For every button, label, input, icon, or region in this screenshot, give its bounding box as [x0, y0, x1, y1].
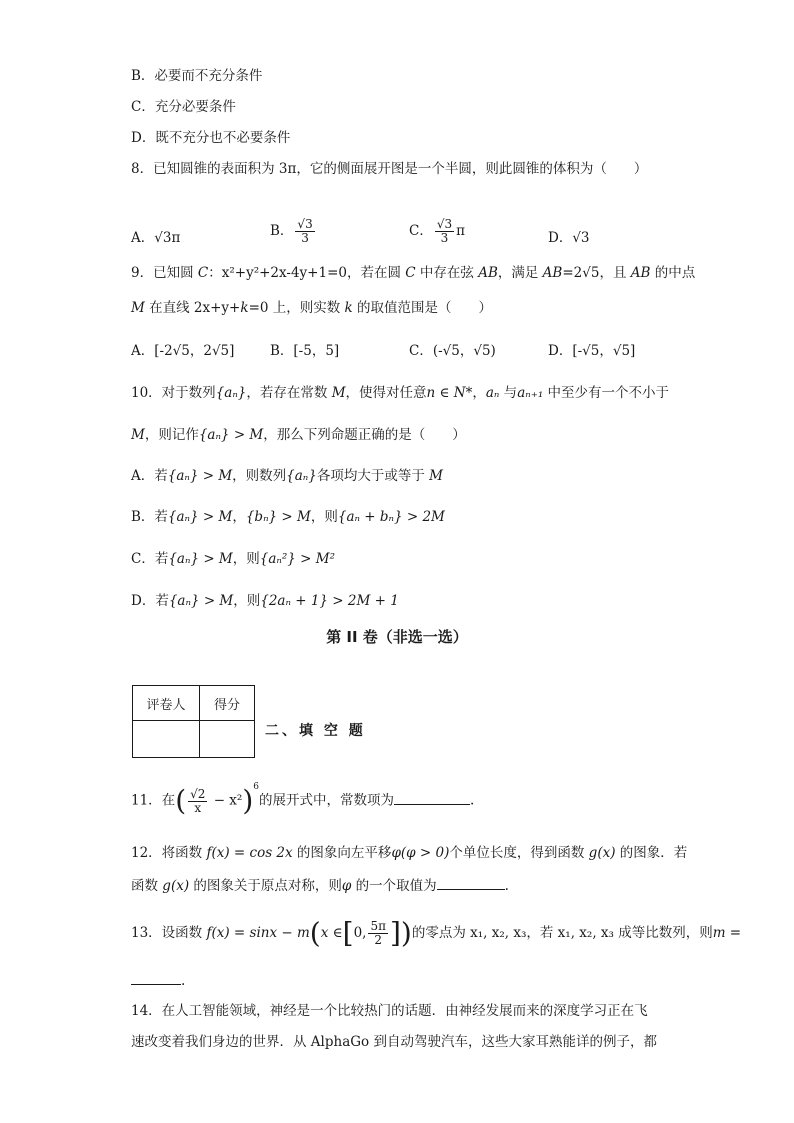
q10-expr: {aₙ} > M: [168, 551, 233, 567]
q9-var-c: C: [197, 265, 209, 281]
q13-text: 13．设函数: [131, 925, 207, 941]
q11-denominator: x: [194, 800, 202, 815]
q13-line2: [131, 970, 185, 991]
q8-option-d: [548, 228, 590, 248]
q10-text: 各项均大于或等于: [316, 468, 430, 484]
score-table-grader-cell[interactable]: [133, 721, 200, 758]
q11-answer-blank[interactable]: [394, 790, 470, 805]
q12-function-g: g(x): [162, 878, 190, 894]
q8-option-a: [131, 228, 180, 248]
q10-expr: {bₙ} > M: [245, 509, 311, 525]
q7-option-c: C．充分必要条件: [131, 99, 236, 115]
q10-expr: {aₙ + bₙ} > 2M: [337, 509, 445, 525]
score-table-score-cell[interactable]: [200, 721, 255, 758]
q8-option-c-pi: π: [456, 223, 465, 239]
q9-option-d: D．[-√5，√5]: [548, 343, 636, 359]
q12-text: 的一个取值为: [351, 878, 437, 894]
q13-domain: x ∈: [320, 925, 343, 941]
q10-seq: {aₙ}: [215, 385, 247, 401]
q9-line2: [131, 298, 492, 318]
q12-text: 个单位长度，得到函数: [449, 845, 589, 861]
q10-option-c: [131, 549, 335, 569]
q8-option-a-value: √3π: [154, 230, 181, 246]
q10-text: ，使得对任意: [345, 385, 427, 401]
q13-left-paren: (: [309, 916, 321, 950]
q13-text: 的零点为 x₁, x₂, x₃，若 x₁, x₂, x₃ 成等比数列，则: [411, 925, 713, 941]
q9-var-k: k: [240, 300, 249, 316]
q8-option-b-denominator: 3: [301, 231, 309, 245]
q10-seq: {aₙ}: [286, 468, 317, 484]
q10-expr: {aₙ} > M: [168, 593, 234, 609]
q9-text: 在直线 2x+y+: [144, 300, 241, 316]
q11-minus-term: − x²: [209, 792, 243, 809]
q8-option-c-label: C．: [409, 223, 433, 239]
score-table-score-header: 得分: [200, 686, 255, 721]
q10-text: C．若: [131, 551, 169, 567]
q9-text: =2: [562, 265, 583, 281]
q12-text: 的图象．若: [615, 845, 688, 861]
q11-exponent: 6: [253, 782, 259, 792]
q11-numerator: √2: [190, 786, 206, 801]
q12-line1: [131, 843, 687, 863]
q9-var-k: k: [344, 300, 353, 316]
q8-option-a-label: A．: [131, 230, 155, 246]
q9-option-b: B．[-5，5]: [270, 343, 340, 359]
q9-text: 的取值范围是（ ）: [352, 300, 493, 316]
q7-option-d: D．既不充分也不必要条件: [131, 130, 291, 146]
q14-line1: 14．在人工智能领域，神经是一个比较热门的话题．由神经发展而来的深度学习正在飞: [131, 1003, 648, 1019]
q8-option-b-label: B．: [270, 223, 294, 239]
q10-n-in-n: n ∈ N*: [426, 385, 473, 401]
q7-option-b: B．必要而不充分条件: [131, 68, 263, 84]
q11-text: .: [470, 792, 475, 809]
q9-var-ab: AB: [542, 265, 563, 281]
q12-function-g: g(x): [588, 845, 616, 861]
q12-text: 的图象向左平移: [292, 845, 392, 861]
q13-m: m =: [712, 925, 742, 941]
q9-var-ab: AB: [478, 265, 498, 281]
q12-text: 的图象关于原点对称，则: [189, 878, 342, 894]
q8-option-c-numerator: √3: [436, 217, 453, 231]
q10-text: ，则: [310, 509, 338, 525]
q12-line2: [131, 875, 509, 896]
q8-option-d-label: D．: [548, 230, 573, 246]
q13-answer-blank[interactable]: [131, 970, 181, 985]
q10-text: ，则: [232, 551, 260, 567]
q12-answer-blank[interactable]: [437, 875, 505, 890]
q10-var-m: M: [429, 468, 443, 484]
q10-expr: {aₙ²} > M²: [259, 551, 336, 567]
q8-option-c-fraction: [435, 218, 454, 245]
q13-fraction: [368, 920, 388, 947]
q12-phi: φ: [341, 878, 352, 894]
q10-text: 与: [499, 385, 518, 401]
q10-option-b: [131, 507, 445, 527]
q9-text: 9．已知圆: [131, 265, 198, 281]
q13: [131, 916, 742, 950]
part2-heading: 第 II 卷（非选一选）: [326, 628, 468, 646]
q9-option-c: C．(-√5，√5): [409, 343, 496, 359]
q8-option-c-denominator: 3: [440, 231, 449, 245]
q13-numerator: 5π: [370, 919, 386, 933]
q10-text: D．若: [131, 593, 169, 609]
q12-text: 12．将函数: [131, 845, 207, 861]
q10-var-m: M: [131, 427, 145, 443]
q10-expr: {aₙ} > M: [167, 509, 233, 525]
q11-left-paren: (: [175, 784, 187, 817]
q10-expr: {2aₙ + 1} > 2M + 1: [260, 593, 399, 609]
q11-text: 11．在: [131, 792, 176, 809]
q10-text: ，则记作: [144, 427, 199, 443]
q10-an: aₙ: [485, 385, 500, 401]
q10-line2: [131, 425, 466, 445]
q10-text: 中至少有一个不小于: [543, 385, 670, 401]
q9-text: ，满足: [497, 265, 543, 281]
q13-function: f(x) = sinx − m: [206, 925, 310, 941]
q10-option-d: [131, 591, 399, 611]
q10-text: ，: [472, 385, 486, 401]
q9-var-c: C: [405, 265, 416, 281]
q13-text: .: [181, 973, 186, 989]
q10-text: 10．对于数列: [131, 385, 216, 401]
q10-an1: aₙ₊₁: [517, 385, 544, 401]
q9-option-a: A．[-2√5，2√5]: [131, 343, 235, 359]
q11-right-paren: ): [242, 784, 254, 817]
q8-option-d-value: √3: [572, 230, 590, 246]
q12-text: .: [504, 878, 509, 894]
q10-text: ，若存在常数: [246, 385, 332, 401]
q10-var-m: M: [331, 385, 346, 401]
q14-line2: 速改变着我们身边的世界．从 AlphaGo 到自动驾驶汽车，这些大家耳熟能详的例子，都: [131, 1034, 657, 1050]
q11: [131, 782, 475, 817]
q8-stem: 8．已知圆锥的表面积为 3π，它的侧面展开图是一个半圆，则此圆锥的体积为（ ）: [131, 161, 648, 177]
q9-text: 的中点: [650, 265, 696, 281]
q10-text: ，那么下列命题正确的是（ ）: [263, 427, 466, 443]
section-title: 二、填 空 题: [265, 723, 366, 739]
q8-option-b-numerator: √3: [297, 217, 313, 231]
q12-function-f: f(x) = cos 2x: [206, 845, 293, 861]
q10-option-a: [131, 466, 443, 486]
q11-text: 的展开式中，常数项为: [259, 792, 394, 809]
q13-right-paren: ): [400, 916, 412, 950]
q9-circle-equation: ：x²+y²+2x-4y+1=0，若在圆: [208, 265, 406, 281]
q10-notation: {aₙ} > M: [198, 427, 264, 443]
q13-interval-start: 0,: [353, 925, 367, 941]
q10-text: A．若: [131, 468, 168, 484]
q10-text: ，则: [233, 593, 261, 609]
q10-text: ，则数列: [232, 468, 287, 484]
q11-fraction: [188, 788, 207, 815]
score-table: [132, 685, 255, 758]
q10-text: ，: [232, 509, 246, 525]
q9-var-ab: AB: [630, 265, 651, 281]
score-table-grader-header: 评卷人: [133, 686, 200, 721]
q9-text: ，且: [599, 265, 631, 281]
q12-text: 函数: [131, 878, 163, 894]
q10-expr: {aₙ} > M: [167, 468, 233, 484]
q13-denominator: 2: [374, 933, 383, 947]
q13-left-bracket: [: [342, 916, 354, 950]
q9-root: √5: [582, 265, 600, 281]
q10-text: B．若: [131, 509, 168, 525]
q8-option-c: [409, 218, 465, 245]
q8-option-b: [270, 218, 317, 245]
q9-text: =0 上，则实数: [248, 300, 345, 316]
q9-text: 中存在弦: [415, 265, 479, 281]
q8-option-b-fraction: [295, 218, 314, 245]
q12-phi: φ(φ > 0): [391, 845, 450, 861]
q10-line1: [131, 383, 669, 403]
q9-var-m: M: [131, 300, 145, 316]
q13-right-bracket: ]: [389, 916, 401, 950]
q9-line1: [131, 263, 695, 283]
